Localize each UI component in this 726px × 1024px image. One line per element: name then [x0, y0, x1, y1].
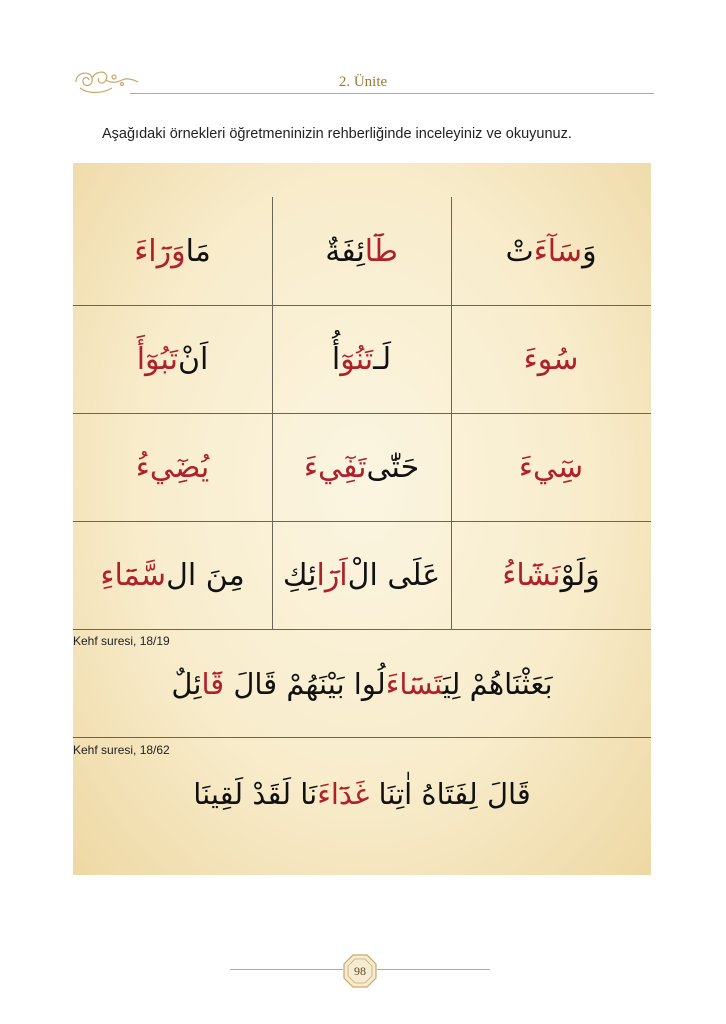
cell-text: ئِفَةٌ [325, 233, 365, 269]
cell-highlight: تَبُوٓأَ [136, 341, 178, 377]
cell-highlight: يُضِٓيءُ [135, 449, 210, 485]
verse-text: قَالَ لِفَتَاهُ اٰتِنَا [369, 777, 531, 811]
instruction-text: Aşağıdaki örnekleri öğretmeninizin rehberliğinde inceleyiniz ve okuyunuz. [102, 126, 572, 142]
footer-rule [230, 969, 343, 970]
cell-highlight: طَٓا [364, 233, 398, 269]
verse-text: ئِلٌ [171, 667, 202, 701]
unit-title: 2. Ünite [338, 74, 388, 90]
grid-divider [73, 629, 651, 630]
cell-highlight: سُوءَ [523, 341, 579, 377]
cell-highlight: تَنُوٓ [340, 341, 374, 377]
cell-highlight: نَشَٓاءُ [502, 557, 561, 593]
verse-text: نَا لَقَدْ لَقِينَا [193, 777, 318, 811]
cell-text: ئِكِ [282, 557, 317, 593]
grid-cell [73, 197, 272, 305]
cell-highlight: سَآءَ [533, 233, 583, 269]
verse-line [73, 667, 651, 701]
cell-text: وَ [582, 233, 597, 269]
cell-highlight: اَرَٓا [316, 557, 348, 593]
verse-highlight: قَٓا [201, 667, 225, 701]
grid-cell [272, 305, 451, 413]
grid-cell [451, 521, 651, 629]
cell-highlight: تَفِٓيءَ [303, 449, 367, 485]
page-number-badge [343, 954, 377, 988]
cell-text: اَنْ [177, 341, 209, 377]
grid-cell [272, 413, 451, 521]
parchment-panel [73, 163, 651, 875]
grid-cell [73, 305, 272, 413]
cell-text: مَا [185, 233, 211, 269]
grid-cell [451, 197, 651, 305]
cell-highlight: وَرَٓاءَ [134, 233, 186, 269]
grid-cell [272, 521, 451, 629]
grid-cell [451, 413, 651, 521]
grid-cell [73, 521, 272, 629]
verse-highlight: تَسَٓاءَ [385, 667, 443, 701]
grid-cell [272, 197, 451, 305]
grid-cell [451, 305, 651, 413]
cell-highlight: سِٓيءَ [518, 449, 584, 485]
page-number: 98 [354, 963, 366, 978]
footer-rule [377, 969, 490, 970]
cell-text: حَتّٰى [366, 449, 420, 485]
cell-highlight: سَّمَٓاءِ [100, 557, 167, 593]
verse-line [73, 777, 651, 811]
verse-text: لُوا بَيْنَهُمْ قَالَ [224, 667, 386, 701]
example-grid [73, 197, 651, 630]
cell-text: أُ [331, 341, 341, 377]
cell-text: مِنَ ال [166, 557, 245, 593]
cell-text: تْ [505, 233, 534, 269]
verse-highlight: غَدَٓاءَ [317, 777, 370, 811]
verse-reference: Kehf suresi, 18/62 [73, 743, 170, 757]
cell-text: وَلَوْ [560, 557, 600, 593]
cell-text: لَـ [373, 341, 392, 377]
header-rule [130, 93, 654, 94]
cell-text: عَلَى الْ [347, 557, 441, 593]
grid-cell [73, 413, 272, 521]
verse-reference: Kehf suresi, 18/19 [73, 634, 170, 648]
section-divider [73, 737, 651, 738]
verse-text: بَعَثْنَاهُمْ لِيَ [442, 667, 553, 701]
